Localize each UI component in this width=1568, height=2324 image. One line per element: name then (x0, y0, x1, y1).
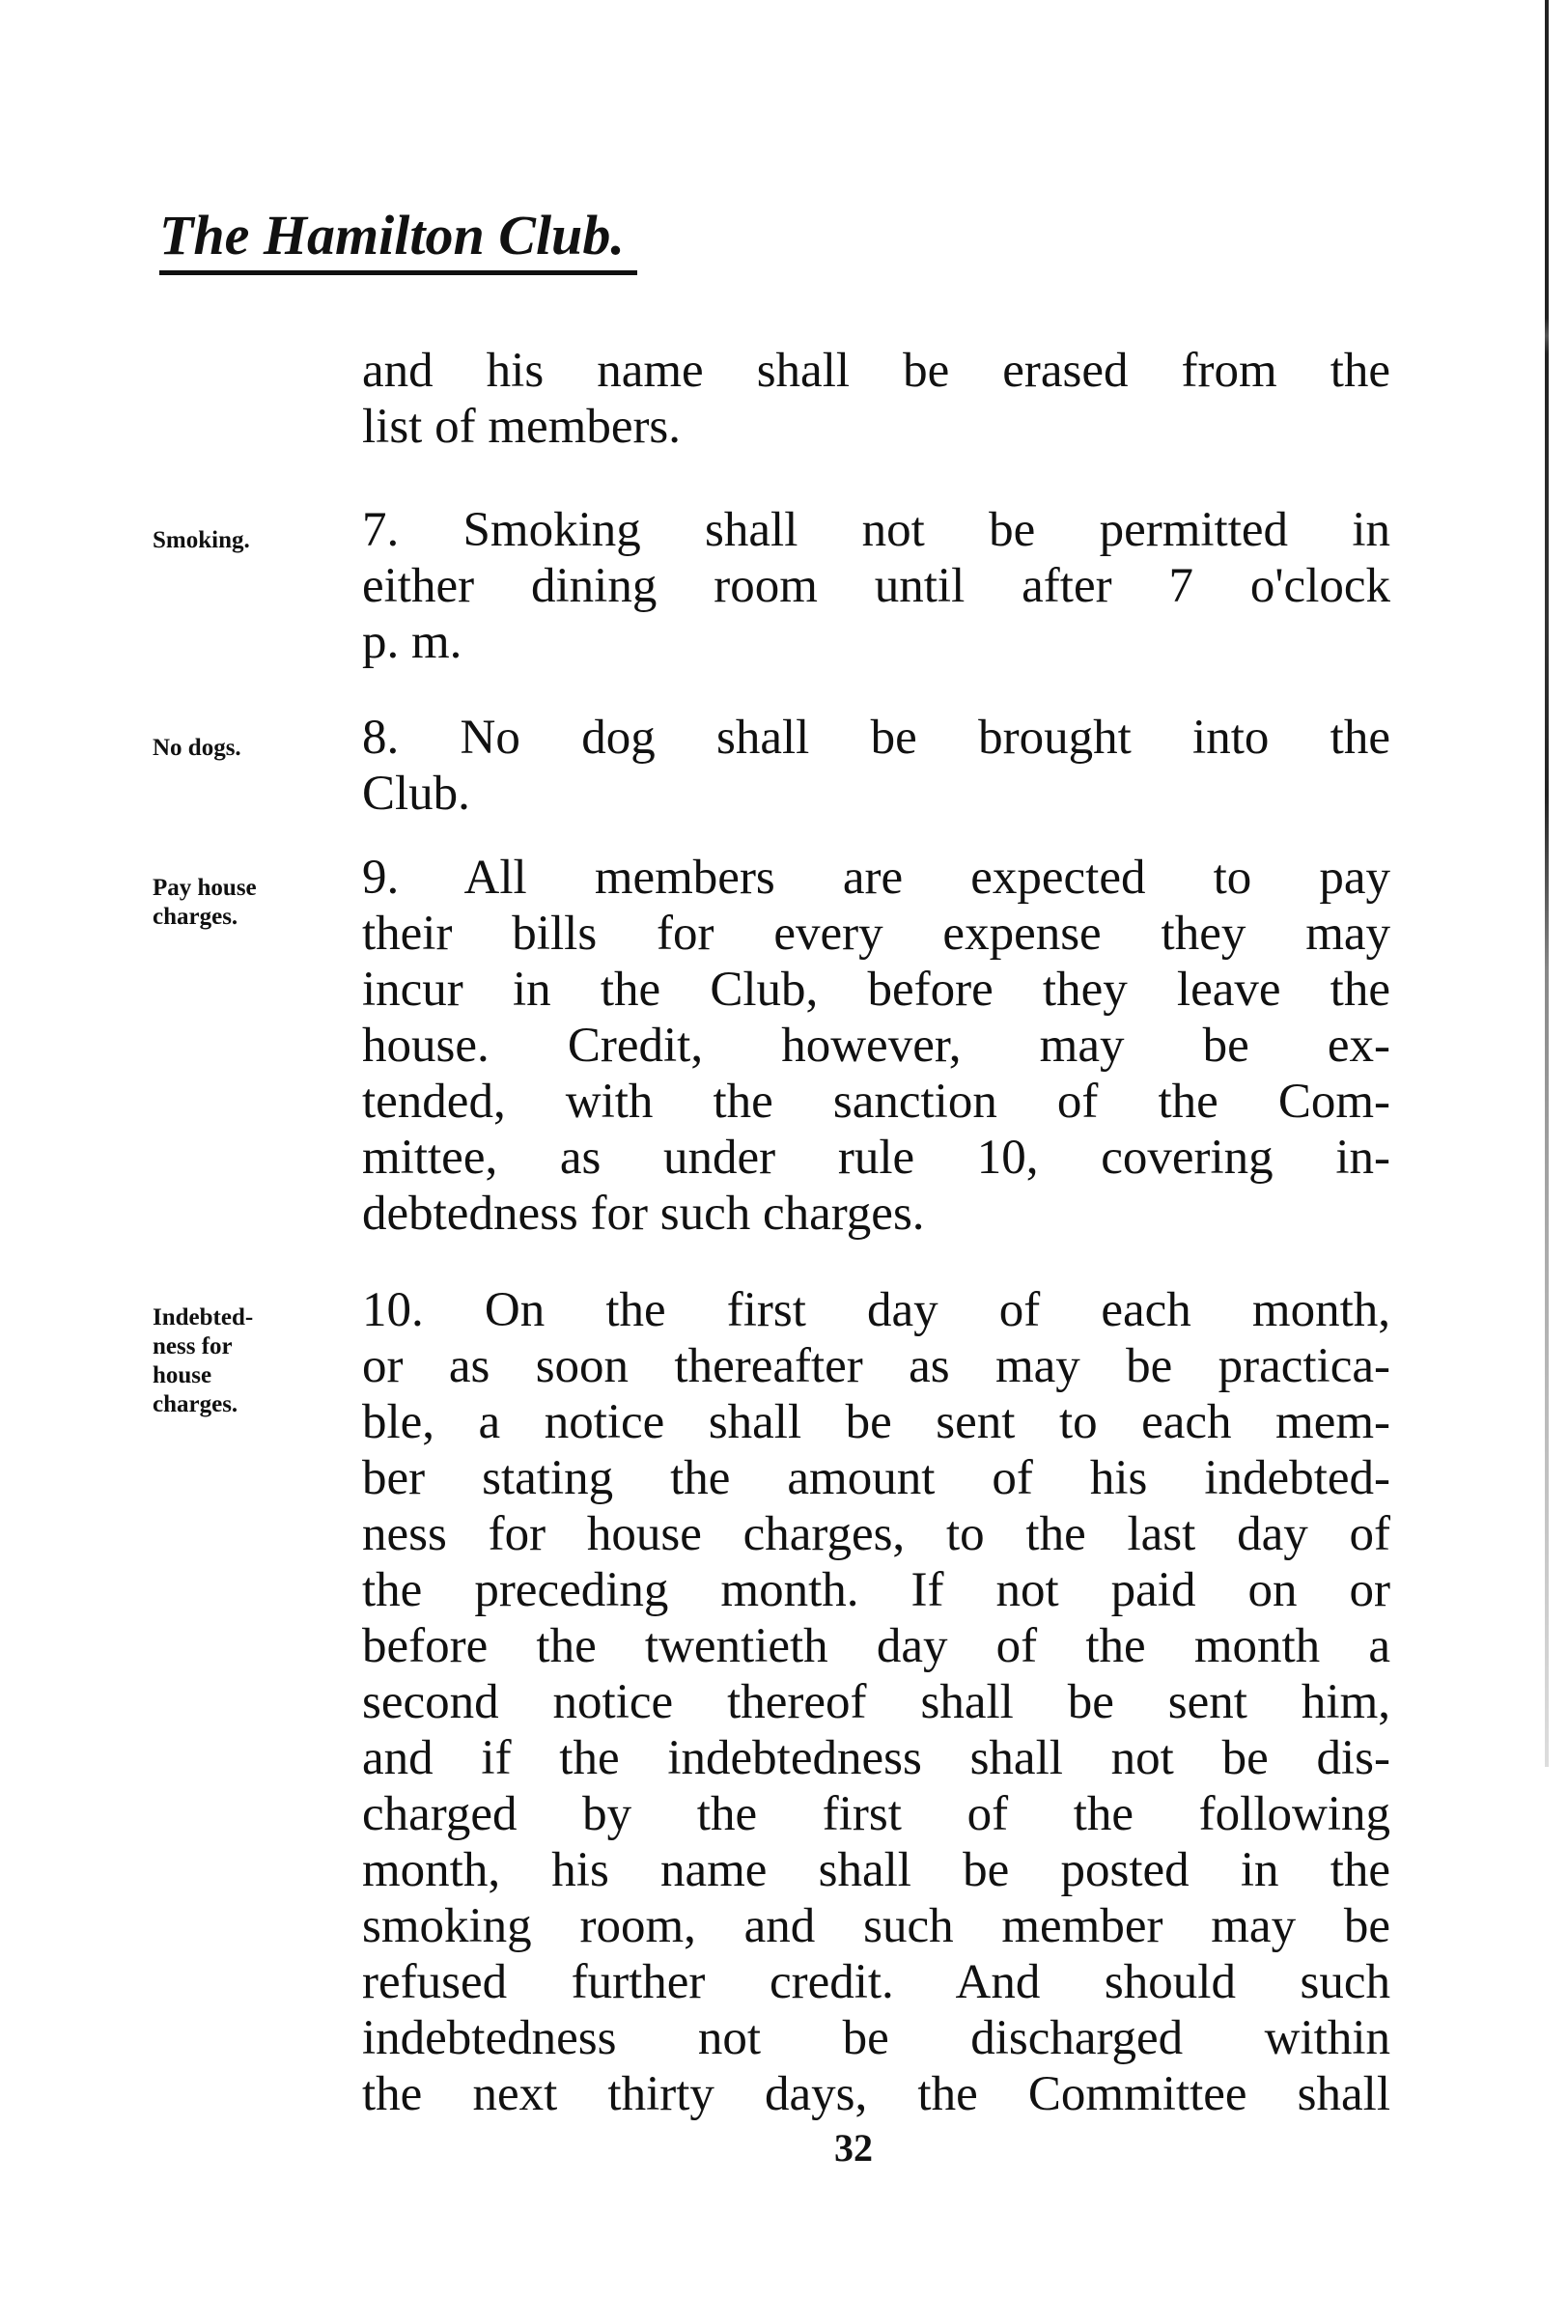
margin-note-no-dogs: No dogs. (153, 735, 241, 761)
text-line: 7. Smoking shall not be permitted in (362, 503, 1390, 557)
text-line: Club. (362, 767, 470, 821)
text-line: mittee, as under rule 10, covering in- (362, 1131, 1390, 1185)
margin-note-line: ness for (153, 1333, 233, 1359)
text-line: the preceding month. If not paid on or (362, 1563, 1390, 1617)
text-line: house. Credit, however, may be ex- (362, 1019, 1390, 1073)
text-line: ber stating the amount of his indebted- (362, 1451, 1390, 1505)
margin-note-line: Pay house (153, 875, 257, 901)
text-line: refused further credit. And should such (362, 1955, 1390, 2009)
text-line: the next thirty days, the Committee shall (362, 2067, 1390, 2121)
text-line: tended, with the sanction of the Com- (362, 1075, 1390, 1129)
page-number: 32 (834, 2126, 873, 2170)
margin-note-line: charges. (153, 1391, 238, 1417)
text-line: second notice thereof shall be sent him, (362, 1675, 1390, 1729)
text-line: incur in the Club, before they leave the (362, 963, 1390, 1017)
text-line: ble, a notice shall be sent to each mem- (362, 1395, 1390, 1449)
text-line: month, his name shall be posted in the (362, 1843, 1390, 1897)
text-line: their bills for every expense they may (362, 907, 1390, 961)
text-line: either dining room until after 7 o'clock (362, 559, 1390, 613)
text-line: debtedness for such charges. (362, 1187, 925, 1241)
header-rule (159, 270, 637, 275)
margin-note-smoking: Smoking. (153, 527, 250, 553)
margin-note-line: charges. (153, 904, 238, 930)
text-line: indebtedness not be discharged within (362, 2011, 1390, 2065)
text-line: ness for house charges, to the last day of (362, 1507, 1390, 1561)
margin-note-line: house (153, 1362, 212, 1388)
text-line: and if the indebtedness shall not be dis- (362, 1731, 1390, 1785)
margin-note-line: Indebted- (153, 1304, 254, 1330)
running-header: The Hamilton Club. (159, 204, 625, 266)
text-line: 10. On the first day of each month, (362, 1283, 1390, 1337)
scan-edge-line (1545, 0, 1549, 1767)
text-line: smoking room, and such member may be (362, 1899, 1390, 1953)
text-line: before the twentieth day of the month a (362, 1619, 1390, 1673)
text-line: p. m. (362, 615, 462, 669)
text-line: 8. No dog shall be brought into the (362, 711, 1390, 765)
text-line: or as soon thereafter as may be practica- (362, 1339, 1390, 1393)
text-line: 9. All members are expected to pay (362, 851, 1390, 905)
text-line: and his name shall be erased from the (362, 344, 1390, 398)
margin-note-indebtedness (153, 1303, 331, 1419)
text-line: list of members. (362, 400, 682, 454)
margin-note-pay-house-charges (153, 874, 331, 932)
text-line: charged by the first of the following (362, 1787, 1390, 1841)
